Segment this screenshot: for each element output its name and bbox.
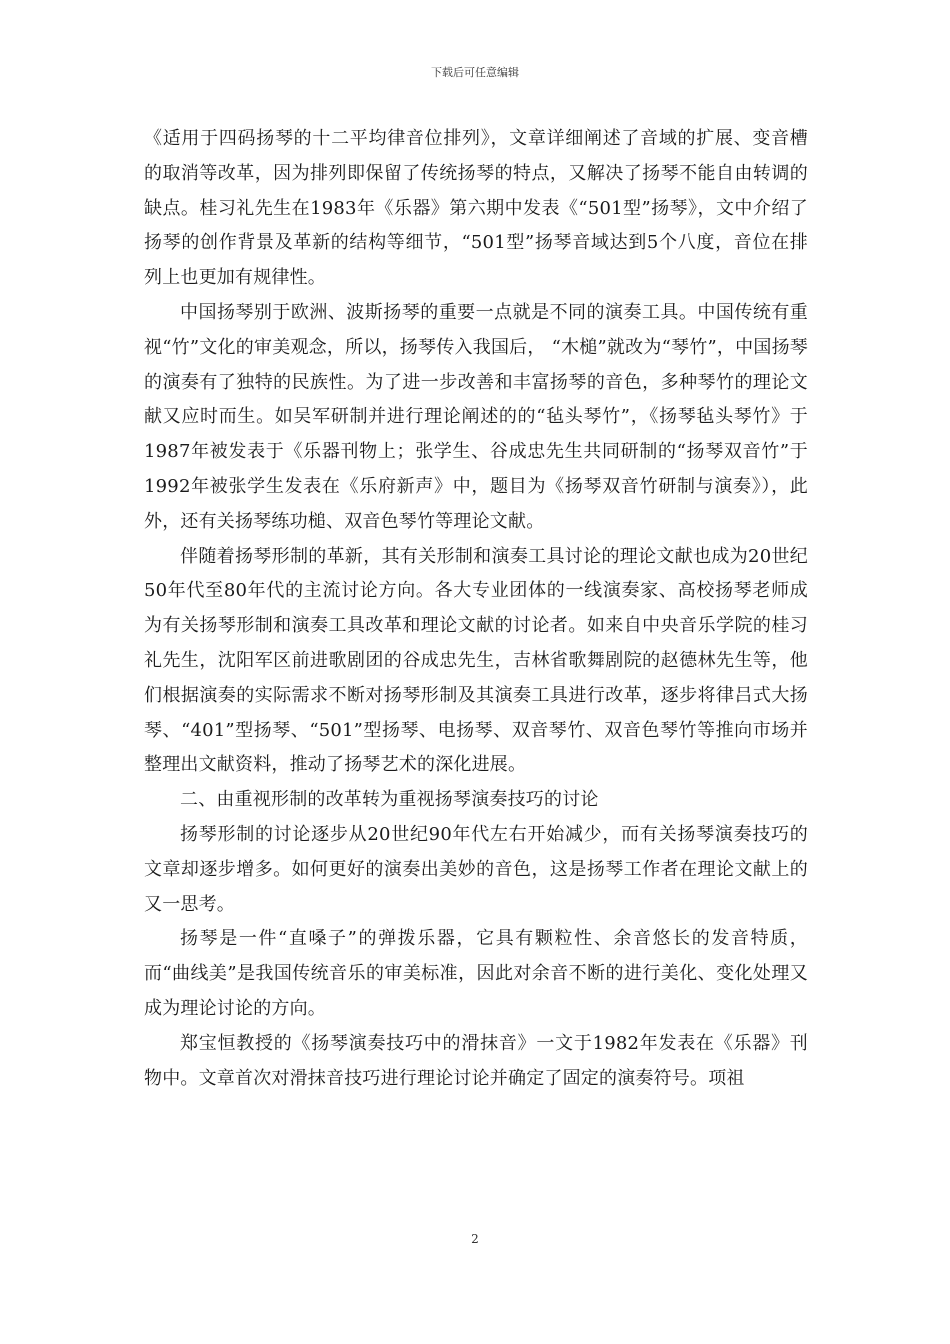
paragraph: 伴随着扬琴形制的革新，其有关形制和演奏工具讨论的理论文献也成为20世纪50年代至80年代的主流讨论方向。各大专业团体的一线演奏家、高校扬琴老师成为有关扬琴形制和演奏工具改革和理论文献的讨论者。如来自中央音乐学院的桂习礼先生，沈阳军区前进歌剧团的谷成忠先生，吉林省歌舞剧院的赵德林先生等，他们根据演奏的实际需求不断对扬琴形制及其演奏工具进行改革，逐步将律吕式大扬琴、“401”型扬琴、“501”型扬琴、电扬琴、双音琴竹、双音色琴竹等推向市场并整理出文献资料，推动了扬琴艺术的深化进展。 <box>144 545 808 776</box>
section-heading: 二、由重视形制的改革转为重视扬琴演奏技巧的讨论 <box>180 789 599 811</box>
paragraph: 郑宝恒教授的《扬琴演奏技巧中的滑抹音》一文于1982年发表在《乐器》刊物中。文章首次对滑抹音技巧进行理论讨论并确定了固定的演奏符号。项祖 <box>144 1032 808 1089</box>
paragraph: 《适用于四码扬琴的十二平均律音位排列》，文章详细阐述了音域的扩展、变音槽的取消等改革，因为排列即保留了传统扬琴的特点，又解决了扬琴不能自由转调的缺点。桂习礼先生在1983年《乐器》第六期中发表《“501型”扬琴》，文中介绍了扬琴的创作背景及革新的结构等细节，“501型”扬琴音域达到5个八度，音位在排列上也更加有规律性。 <box>144 128 808 289</box>
paragraph: 扬琴形制的讨论逐步从20世纪90年代左右开始减少，而有关扬琴演奏技巧的文章却逐步增多。如何更好的演奏出美妙的音色，这是扬琴工作者在理论文献上的又一思考。 <box>144 823 808 915</box>
page-header: 下载后可任意编辑 <box>431 66 519 79</box>
paragraph: 中国扬琴别于欧洲、波斯扬琴的重要一点就是不同的演奏工具。中国传统有重视“竹”文化的审美观念，所以，扬琴传入我国后， “木槌”就改为“琴竹”，中国扬琴的演奏有了独特的民族性。为了进一步改善和丰富扬琴的音色，多种琴竹的理论文献又应时而生。如吴军研制并进行理论阐述的的“毡头琴竹”，《扬琴毡头琴竹》于1987年被发表于《乐器刊物上；张学生、谷成忠先生共同研制的“扬琴双音竹”于1992年被张学生发表在《乐府新声》中，题目为《扬琴双音竹研制与演奏》），此外，还有关扬琴练功槌、双音色琴竹等理论文献。 <box>144 301 808 532</box>
body-text <box>144 122 808 1096</box>
paragraph: 扬琴是一件“直嗓子”的弹拨乐器，它具有颗粒性、余音悠长的发音特质，而“曲线美”是我国传统音乐的审美标准，因此对余音不断的进行美化、变化处理又成为理论讨论的方向。 <box>144 928 808 1019</box>
page-number: 2 <box>471 1232 479 1246</box>
